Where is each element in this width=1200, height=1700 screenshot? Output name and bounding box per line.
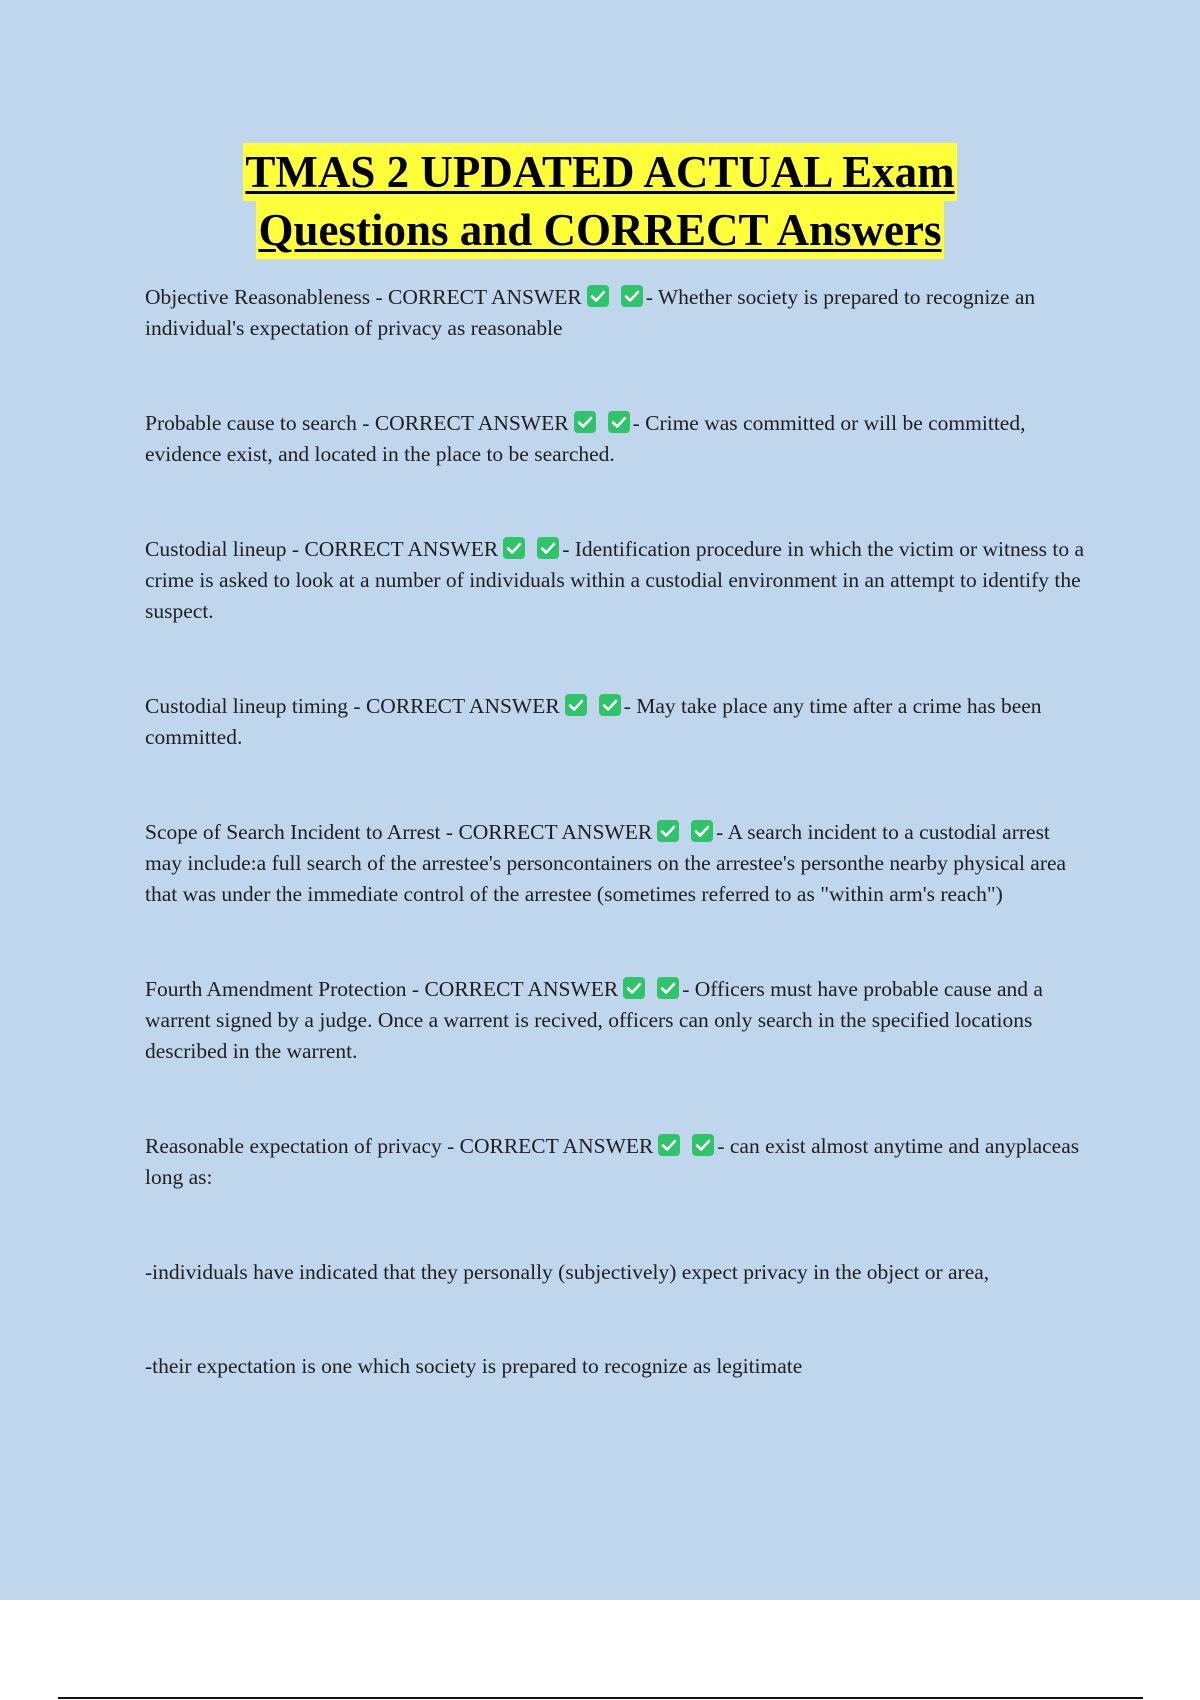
check-box-icon bbox=[587, 285, 609, 307]
qa-answer: - Identification procedure in which the victim or witness to a crime is asked to look at a number of individuals within a custodial environment in an attempt to identify the suspect. bbox=[145, 537, 1085, 623]
check-box-icon bbox=[599, 694, 621, 716]
check-box-icon bbox=[537, 537, 559, 559]
qa-answer: - Officers must have probable cause and a warrent signed by a judge. Once a warrent is recived, officers can only search in the specified locations described in the warrent. bbox=[145, 977, 1043, 1063]
title-line-2: Questions and CORRECT Answers bbox=[256, 201, 943, 259]
qa-term: Scope of Search Incident to Arrest - CORRECT ANSWER bbox=[145, 820, 653, 844]
check-box-icon bbox=[608, 411, 630, 433]
qa-list bbox=[145, 282, 1085, 1445]
check-box-icon bbox=[692, 1134, 714, 1156]
qa-item bbox=[145, 534, 1085, 627]
qa-answer: - Whether society is prepared to recognize an individual's expectation of privacy as reasonable bbox=[145, 285, 1036, 340]
check-box-icon bbox=[658, 1134, 680, 1156]
qa-term: Custodial lineup - CORRECT ANSWER bbox=[145, 537, 499, 561]
qa-item bbox=[145, 408, 1085, 470]
qa-term: Reasonable expectation of privacy - CORRECT ANSWER bbox=[145, 1134, 654, 1158]
check-box-icon bbox=[657, 977, 679, 999]
check-box-icon bbox=[621, 285, 643, 307]
qa-item bbox=[145, 974, 1085, 1067]
qa-term: Custodial lineup timing - CORRECT ANSWER bbox=[145, 694, 560, 718]
qa-answer: - A search incident to a custodial arrest may include:a full search of the arrestee's personcontainers on the arrestee's personthe nearby physical area that was under the immediate control of the arrestee (sometimes referred to as "within arm's reach") bbox=[145, 820, 1067, 906]
title-line-1: TMAS 2 UPDATED ACTUAL Exam bbox=[243, 143, 956, 201]
qa-answer: - May take place any time after a crime has been committed. bbox=[145, 694, 1042, 749]
document-title bbox=[0, 143, 1200, 259]
check-box-icon bbox=[657, 820, 679, 842]
qa-term: Fourth Amendment Protection - CORRECT ANSWER bbox=[145, 977, 619, 1001]
qa-term: Objective Reasonableness - CORRECT ANSWER bbox=[145, 285, 582, 309]
check-box-icon bbox=[623, 977, 645, 999]
check-box-icon bbox=[565, 694, 587, 716]
body-paragraph: -their expectation is one which society is prepared to recognize as legitimate bbox=[145, 1354, 803, 1378]
qa-answer: - can exist almost anytime and anyplaceas long as: bbox=[145, 1134, 1080, 1189]
qa-item bbox=[145, 817, 1085, 910]
check-box-icon bbox=[503, 537, 525, 559]
body-paragraph: -individuals have indicated that they personally (subjectively) expect privacy in the object or area, bbox=[145, 1260, 990, 1284]
qa-answer: - Crime was committed or will be committed, evidence exist, and located in the place to be searched. bbox=[145, 411, 1026, 466]
check-box-icon bbox=[691, 820, 713, 842]
check-box-icon bbox=[574, 411, 596, 433]
qa-term: Probable cause to search - CORRECT ANSWER bbox=[145, 411, 569, 435]
footer-rule bbox=[58, 1697, 1143, 1699]
qa-item bbox=[145, 282, 1085, 344]
qa-item bbox=[145, 691, 1085, 753]
qa-item bbox=[145, 1131, 1085, 1193]
